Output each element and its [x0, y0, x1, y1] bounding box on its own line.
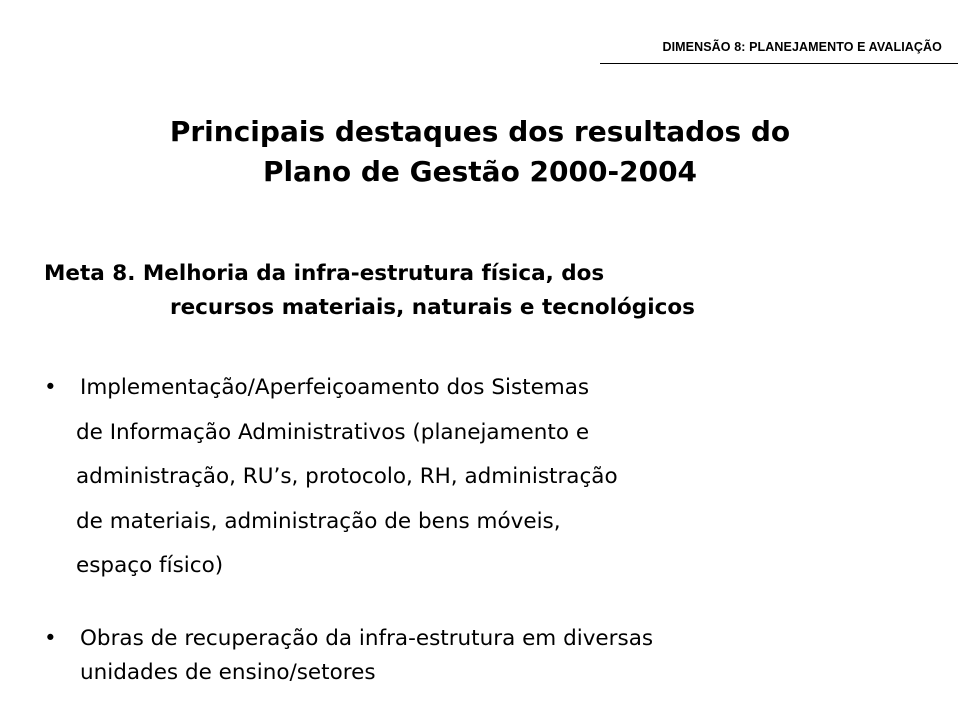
header-divider: [600, 63, 958, 64]
goal-line-1: Meta 8. Melhoria da infra-estrutura física, dos: [44, 261, 605, 286]
bullet-icon: •: [44, 375, 57, 400]
goal-heading: [44, 257, 695, 325]
bullet-line: de Informação Administrativos (planejamento e: [76, 419, 590, 445]
bullet-line: unidades de ensino/setores: [80, 660, 376, 685]
goal-line-2: recursos materiais, naturais e tecnológicos: [170, 295, 695, 320]
bullet-icon: •: [44, 626, 57, 651]
dimension-label: DIMENSÃO 8: PLANEJAMENTO E AVALIAÇÃO: [662, 40, 942, 54]
bullet-line: Implementação/Aperfeiçoamento dos Sistemas: [80, 375, 590, 400]
bullet-line: administração, RU’s, protocolo, RH, administração: [76, 464, 618, 489]
bullet-item-systems: [44, 366, 618, 589]
title-line-1: Principais destaques dos resultados do: [169, 115, 791, 148]
bullet-item-works: [44, 622, 653, 690]
title-line-2: Plano de Gestão 2000-2004: [262, 155, 698, 188]
bullet-line: espaço físico): [76, 553, 224, 578]
slide-title: [0, 112, 960, 192]
bullet-line: de materiais, administração de bens móveis,: [76, 508, 561, 534]
bullet-line: Obras de recuperação da infra-estrutura em diversas: [80, 626, 654, 651]
